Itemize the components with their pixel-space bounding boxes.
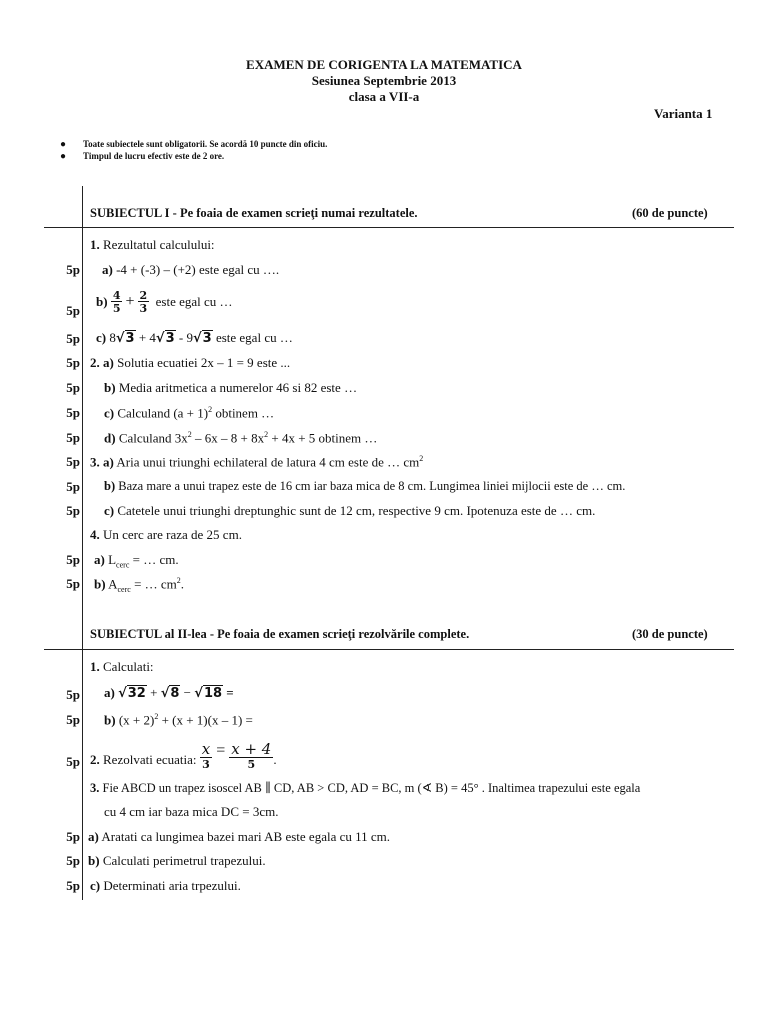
points-label: 5p bbox=[66, 878, 80, 893]
exam-session: Sesiunea Septembrie 2013 bbox=[311, 73, 457, 88]
exam-variant: Varianta 1 bbox=[654, 106, 713, 121]
points-label: 5p bbox=[66, 303, 80, 318]
points-label: 5p bbox=[66, 454, 80, 469]
points-label: 5p bbox=[66, 405, 80, 420]
s2-q3c: c) Determinati aria trpezului. bbox=[90, 878, 241, 893]
points-label: 5p bbox=[66, 687, 80, 702]
points-label: 5p bbox=[66, 552, 80, 567]
points-label: 5p bbox=[66, 355, 80, 370]
q3a: 3. a) Aria unui triunghi echilateral de latura 4 cm este de … $cm^2$ bbox=[90, 454, 424, 470]
bullet-icon: ● bbox=[60, 151, 67, 162]
s2-q1a: a) √32 + √8 − √18 = bbox=[104, 685, 234, 701]
q1c: c) 8√3 + 4√3 - 9√3 este egal cu … bbox=[96, 330, 293, 346]
points-label: 5p bbox=[66, 331, 80, 346]
points-label: 5p bbox=[66, 380, 80, 395]
s2-q2: 2. Rezolvati ecuatia: $\frac{x}{3}$ = $\frac{x + 4}{5}$ . bbox=[90, 740, 277, 771]
table-divider-horizontal bbox=[44, 227, 734, 228]
q3c: c) Catetele unui triunghi dreptunghic sunt de 12 cm, respective 9 cm. Ipotenuza este de … cm. bbox=[104, 503, 596, 518]
points-label: 5p bbox=[66, 712, 80, 727]
q1b: b) $\frac{4}{5}$ + $\frac{2}{3}$ este egal cu … bbox=[96, 289, 233, 315]
points-label: 5p bbox=[66, 479, 80, 494]
q1-intro: 1. Rezultatul calculului: bbox=[90, 237, 215, 252]
s2-q1-intro: 1. Calculati: bbox=[90, 659, 154, 674]
points-label: 5p bbox=[66, 754, 80, 769]
bullet-icon: ● bbox=[60, 139, 67, 150]
subject2-points: (30 de puncte) bbox=[632, 627, 708, 641]
points-label: 5p bbox=[66, 829, 80, 844]
s2-q3b: b) Calculati perimetrul trapezului. bbox=[88, 853, 266, 868]
table-divider-vertical bbox=[82, 186, 83, 900]
instruction-item: Toate subiectele sunt obligatorii. Se acordă 10 puncte din oficiu. bbox=[83, 139, 328, 149]
points-label: 5p bbox=[66, 262, 80, 277]
exam-class: clasa a VII-a bbox=[348, 89, 420, 104]
q2a: 2. a) Solutia ecuatiei 2x – 1 = 9 este ... bbox=[90, 355, 291, 370]
q2c: c) Calculand $(a + 1)^2$ obtinem … bbox=[104, 405, 275, 421]
points-label: 5p bbox=[66, 853, 80, 868]
q2b: b) Media aritmetica a numerelor 46 si 82 este … bbox=[104, 380, 358, 395]
subject1-title: SUBIECTUL I - Pe foaia de examen scrieţi numai rezultatele. bbox=[90, 206, 418, 220]
q1a: a) -4 + (-3) – (+2) este egal cu …. bbox=[102, 262, 280, 277]
table-divider-horizontal bbox=[44, 649, 734, 650]
s2-q3-line2: cu 4 cm iar baza mica DC = 3cm. bbox=[104, 804, 279, 819]
q4b: b) $A_{cerc}$ = … $cm^2$. bbox=[94, 576, 185, 594]
points-label: 5p bbox=[66, 430, 80, 445]
subject2-title: SUBIECTUL al II-lea - Pe foaia de examen scrieţi rezolvările complete. bbox=[90, 627, 470, 641]
s2-q3a: a) Aratati ca lungimea bazei mari AB este egala cu 11 cm. bbox=[88, 829, 391, 844]
s2-q3-line1: 3. Fie ABCD un trapez isoscel AB ∥ CD, AB > CD, AD = BC, m (∢ B) = 45° . Inaltimea trapezului este egala bbox=[90, 781, 641, 795]
q4-intro: 4. Un cerc are raza de 25 cm. bbox=[90, 527, 242, 542]
exam-title: EXAMEN DE CORIGENTA LA MATEMATICA bbox=[246, 57, 522, 72]
points-label: 5p bbox=[66, 503, 80, 518]
s2-q1b: b) $(x + 2)^2 + (x + 1)(x - 1)$ = bbox=[104, 712, 253, 728]
q3b: b) Baza mare a unui trapez este de 16 cm iar baza mica de 8 cm. Lungimea liniei mijlocii este de … cm. bbox=[104, 479, 626, 493]
subject1-points: (60 de puncte) bbox=[632, 206, 708, 220]
points-label: 5p bbox=[66, 576, 80, 591]
q4a: a) $L_{cerc}$ = … cm. bbox=[94, 552, 179, 570]
instruction-item: Timpul de lucru efectiv este de 2 ore. bbox=[83, 151, 225, 161]
q2d: d) Calculand $3x^2 - 6x - 8 + 8x^2 + 4x + 5$ obtinem … bbox=[104, 430, 378, 446]
